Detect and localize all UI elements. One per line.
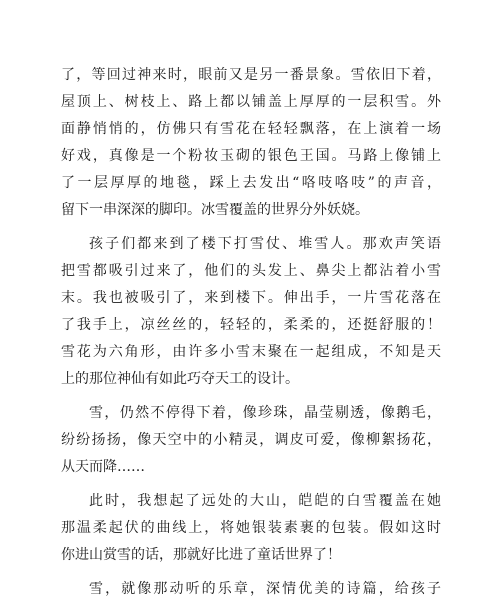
text-line: 了我手上，凉丝丝的，轻轻的，柔柔的，还挺舒服的！ [61, 317, 441, 333]
text-line: 了一层厚厚的地毯，踩上去发出“咯吱咯吱”的声音， [61, 175, 441, 191]
text-line: 面静悄悄的，仿佛只有雪花在轻轻飘落，在上演着一场 [61, 121, 441, 137]
text-line: 此时，我想起了远处的大山，皑皑的白雪覆盖在她 [89, 493, 441, 509]
text-line: 从天而降…… [61, 459, 145, 475]
text-line: 你进山赏雪的话，那就好比进了童话世界了！ [61, 547, 341, 563]
text-line: 孩子们都来到了楼下打雪仗、堆雪人。那欢声笑语 [89, 236, 441, 252]
text-line: 上的那位神仙有如此巧夺天工的设计。 [61, 371, 299, 387]
text-line: 末。我也被吸引了，来到楼下。伸出手，一片雪花落在 [61, 290, 441, 306]
text-line: 雪，仍然不停得下着，像珍珠，晶莹剔透，像鹅毛， [89, 405, 441, 421]
text-line: 那温柔起伏的曲线上，将她银装素裹的包装。假如这时 [61, 520, 441, 536]
text-line: 留下一串深深的脚印。冰雪覆盖的世界分外妖娆。 [61, 202, 369, 218]
text-line: 屋顶上、树枝上、路上都以铺盖上厚厚的一层积雪。外 [61, 94, 441, 110]
text-line: 好戏，真像是一个粉妆玉砌的银色王国。马路上像铺上 [61, 148, 441, 164]
text-line: 雪花为六角形，由许多小雪末聚在一起组成，不知是天 [61, 344, 441, 360]
text-line: 了，等回过神来时，眼前又是另一番景象。雪依旧下着， [61, 67, 441, 83]
text-line: 纷纷扬扬，像天空中的小精灵，调皮可爱，像柳絮扬花， [61, 432, 441, 448]
article-body [61, 62, 441, 603]
text-line: 雪，就像那动听的乐章，深情优美的诗篇，给孩子 [89, 581, 441, 597]
text-line: 把雪都吸引过来了，他们的头发上、鼻尖上都沾着小雪 [61, 263, 441, 279]
